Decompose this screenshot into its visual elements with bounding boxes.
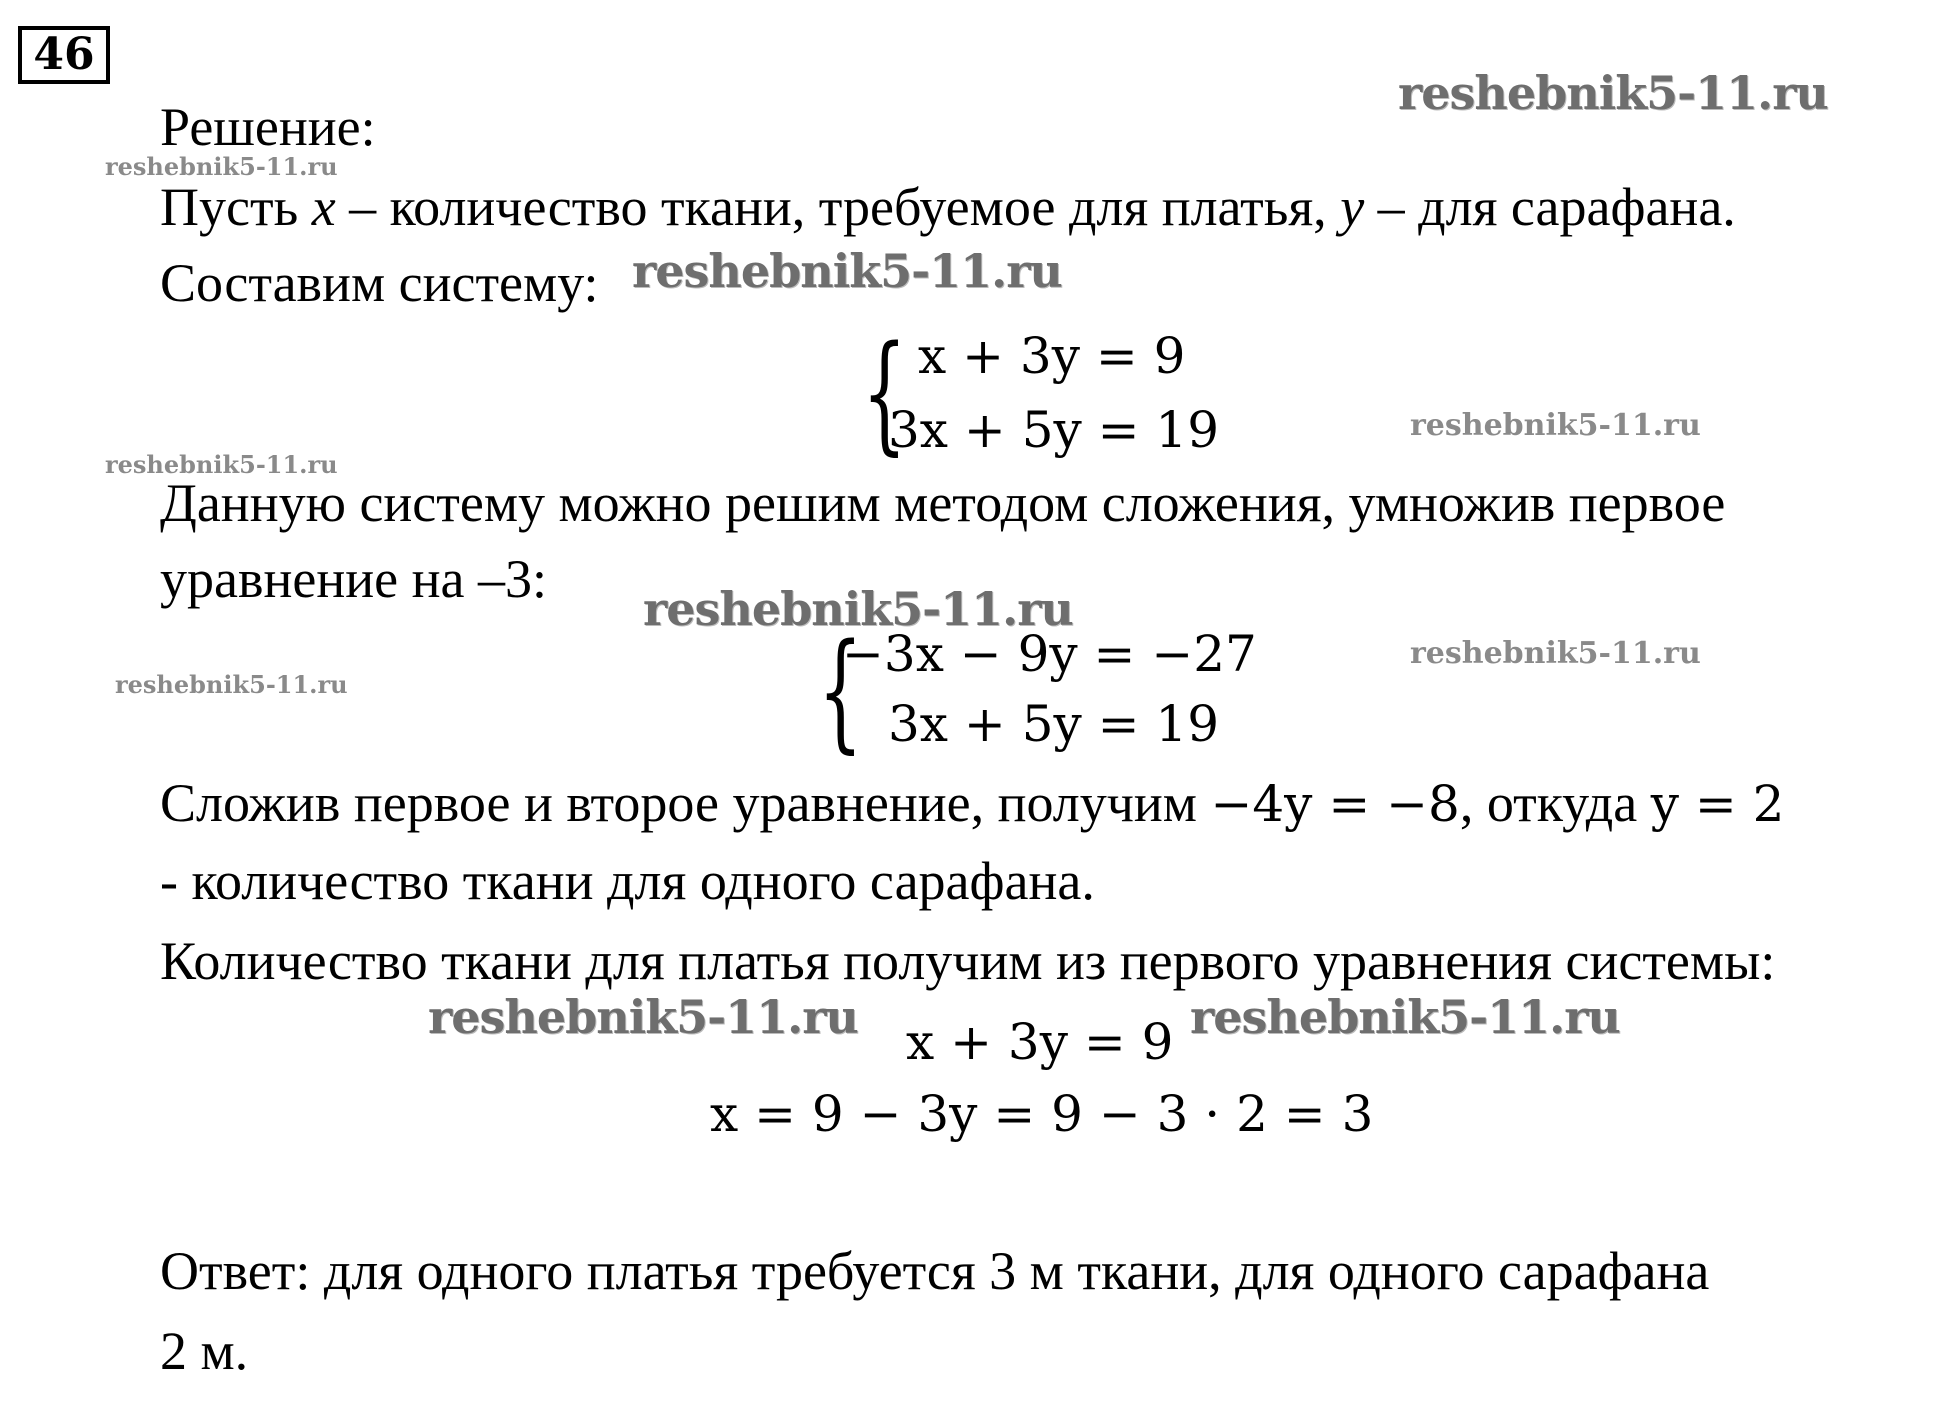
system2-brace: { bbox=[818, 617, 863, 766]
problem-number-box: 46 bbox=[18, 26, 110, 84]
system1-eq1: x + 3y = 9 bbox=[918, 327, 1186, 385]
watermark-left-1: reshebnik5-11.ru bbox=[105, 152, 338, 181]
watermark-eq-right: reshebnik5-11.ru bbox=[1190, 990, 1620, 1044]
watermark-left-2: reshebnik5-11.ru bbox=[105, 450, 338, 479]
watermark-left-3: reshebnik5-11.ru bbox=[115, 670, 348, 699]
watermark-system: reshebnik5-11.ru bbox=[632, 244, 1062, 298]
answer-line-2: 2 м. bbox=[160, 1321, 249, 1381]
dress-line: Количество ткани для платья получим из первого уравнения системы: bbox=[160, 931, 1776, 991]
add-line-2: - количество ткани для одного сарафана. bbox=[160, 851, 1095, 911]
equation-solve: x = 9 − 3y = 9 − 3 · 2 = 3 bbox=[710, 1085, 1374, 1143]
add-line: Сложив первое и второе уравнение, получим −4y = −8, откуда y = 2 bbox=[160, 773, 1785, 833]
intro-line: Пусть x – количество ткани, требуемое для платья, y – для сарафана. bbox=[160, 177, 1736, 237]
answer-line-1: Ответ: для одного платья требуется 3 м ткани, для одного сарафана bbox=[160, 1241, 1710, 1301]
system2-eq1: −3x − 9y = −27 bbox=[842, 625, 1257, 683]
system1-brace: { bbox=[862, 319, 907, 468]
system1-eq2: 3x + 5y = 19 bbox=[888, 401, 1220, 459]
watermark-right-2: reshebnik5-11.ru bbox=[1410, 636, 1701, 671]
compose-system-line: Составим систему: bbox=[160, 253, 599, 313]
watermark-eq-left: reshebnik5-11.ru bbox=[428, 990, 858, 1044]
watermark-method: reshebnik5-11.ru bbox=[643, 582, 1073, 636]
watermark-right-1: reshebnik5-11.ru bbox=[1410, 408, 1701, 443]
watermark-top-right: reshebnik5-11.ru bbox=[1398, 66, 1828, 120]
system2-eq2: 3x + 5y = 19 bbox=[888, 695, 1220, 753]
method-line-2: уравнение на –3: bbox=[160, 549, 547, 609]
solution-heading: Решение: bbox=[160, 97, 376, 157]
method-line-1: Данную систему можно решим методом сложения, умножив первое bbox=[160, 473, 1726, 533]
equation-first: x + 3y = 9 bbox=[906, 1013, 1174, 1071]
